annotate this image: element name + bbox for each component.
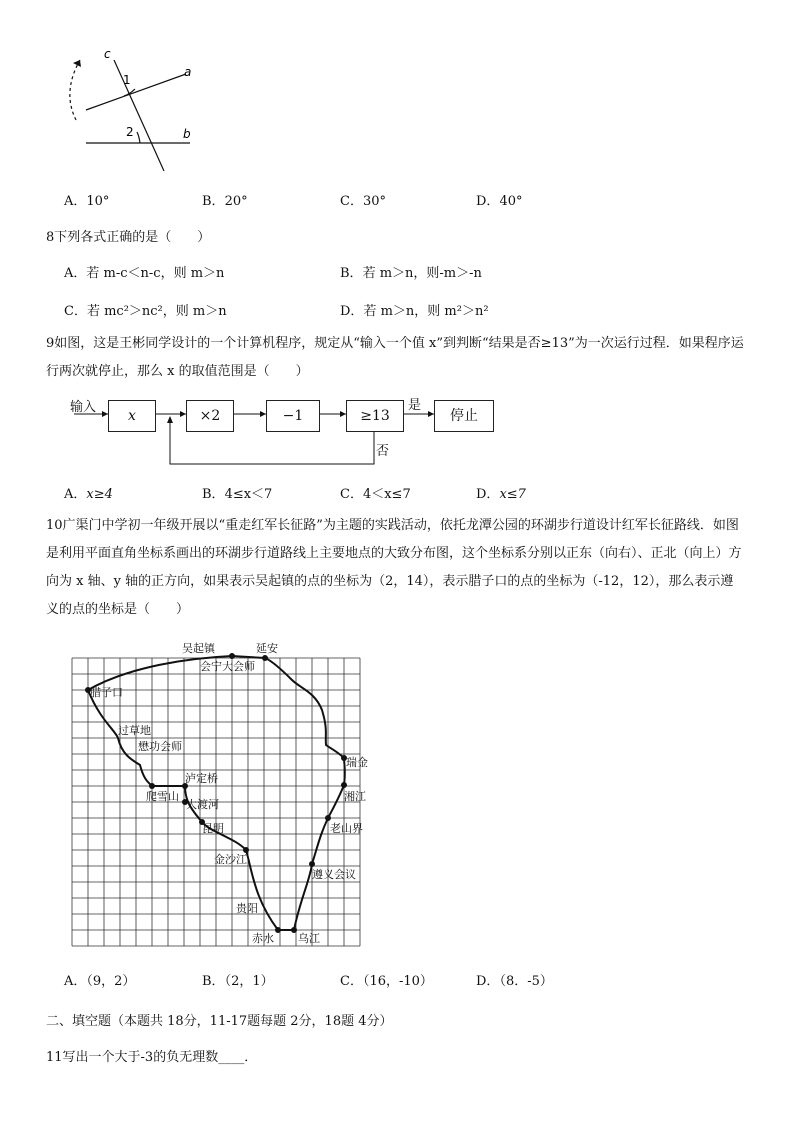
point-yanan <box>262 655 268 661</box>
flow-box-times2: ×2 <box>186 400 234 432</box>
point-zunyi <box>309 861 315 867</box>
q11-end: ． <box>244 1050 258 1065</box>
q7-option-a[interactable]: A．10° <box>64 194 110 209</box>
flow-input-label: 输入 <box>70 400 97 415</box>
q9-option-c[interactable]: C．4＜x≤7 <box>340 487 411 502</box>
label-lazikou: 腊子口 <box>90 686 123 699</box>
rotation-arc <box>70 60 80 120</box>
q8-stem: 8下列各式正确的是（ ） <box>46 230 211 245</box>
label-chishui: 赤水 <box>252 932 274 945</box>
label-daduhe: 大渡河 <box>186 798 219 811</box>
flow-box-x: x <box>108 400 156 432</box>
q11-line <box>46 1046 257 1065</box>
flow-box-stop: 停止 <box>434 400 494 432</box>
angle-2-arc <box>137 132 140 143</box>
label-xiangjiang: 湘江 <box>344 790 366 803</box>
line-c <box>114 60 164 171</box>
label-kunming: 昆明 <box>202 822 224 835</box>
label-wujiang: 乌江 <box>298 932 320 945</box>
q9-option-a[interactable]: A．x≥4 <box>64 487 113 502</box>
label-luding: 泸定桥 <box>185 772 218 785</box>
point-wuqi <box>229 653 235 659</box>
label-b: b <box>183 127 191 141</box>
point-wujiang <box>291 927 297 933</box>
q10-map <box>60 640 380 955</box>
q8-option-c[interactable]: C．若 mc²＞nc²，则 m＞n <box>64 304 227 319</box>
label-ruijin: 瑞金 <box>346 756 368 769</box>
flow-no-label: 否 <box>376 444 390 459</box>
label-guiyang: 贵阳 <box>236 902 258 915</box>
section2-title: 二、填空题（本题共 18分，11-17题每题 2分，18题 4分） <box>46 1014 393 1029</box>
label-maogong: 懋功会师 <box>138 740 182 753</box>
label-wuqi: 吴起镇 <box>182 642 215 655</box>
label-paxueshan: 爬雪山 <box>146 790 179 803</box>
q7-option-d[interactable]: D．40° <box>476 194 523 209</box>
flow-box-ge13: ≥13 <box>346 400 404 432</box>
q8-option-d[interactable]: D．若 m＞n，则 m²＞n² <box>340 304 489 319</box>
q10-option-a[interactable]: A．（9，2） <box>64 974 136 989</box>
q8-option-b[interactable]: B．若 m＞n，则-m＞-n <box>340 266 482 281</box>
point-xiangjiang <box>341 782 347 788</box>
flow-yes-label: 是 <box>408 398 422 413</box>
flow-arrow-icon <box>167 416 173 423</box>
flow-box-minus1: −1 <box>266 400 320 432</box>
q9-option-d[interactable]: D．x≤7 <box>476 487 526 502</box>
label-jinshajiang: 金沙江 <box>214 853 247 866</box>
label-caodi: 过草地 <box>118 724 151 737</box>
label-angle-2: 2 <box>126 125 134 139</box>
q10-option-d[interactable]: D．（8．-5） <box>476 974 553 989</box>
q10-stem: 10广渠门中学初一年级开展以“重走红军长征路”为主题的实践活动，依托龙潭公园的环湖步行道设计红军长征路线．如图是利用平面直角坐标系画出的环湖步行道路线上主要地点的大致分布图，这个坐标系分别以正东（向右）、正北（向上）方向为 x 轴、y 轴的正方向，如果表示吴起镇的点的坐标为（2，14），表示腊子口的点的坐标为（-12，12），那么表示遵义的点的坐标是（ ） <box>46 518 742 617</box>
q9-stem: 9如图，这是王彬同学设计的一个计算机程序，规定从“输入一个值 x”到判断“结果是否≥13”为一次运行过程．如果程序运行两次就停止，那么 x 的取值范围是（ ） <box>46 336 744 379</box>
q9-flowchart <box>60 392 520 472</box>
q7-option-c[interactable]: C．30° <box>340 194 386 209</box>
q10-option-b[interactable]: B．（2，1） <box>202 974 274 989</box>
q11-text: 11写出一个大于-3的负无理数 <box>46 1050 219 1065</box>
label-angle-1: 1 <box>123 73 131 87</box>
q8-option-a[interactable]: A．若 m-c＜n-c，则 m＞n <box>64 266 225 281</box>
label-yanan: 延安 <box>256 642 278 655</box>
line-a <box>86 74 186 110</box>
q10-option-c[interactable]: C．（16，-10） <box>340 974 433 989</box>
q11-blank[interactable]: ____ <box>218 1050 245 1065</box>
point-chishui <box>275 927 281 933</box>
q9-option-b[interactable]: B．4≤x＜7 <box>202 487 273 502</box>
label-zunyi: 遵义会议 <box>312 868 356 881</box>
label-a: a <box>184 65 192 79</box>
label-c: c <box>104 47 111 61</box>
map-route <box>88 656 345 930</box>
q7-figure <box>60 40 220 180</box>
point-laoshanjie <box>325 815 331 821</box>
point-paxueshan <box>149 783 155 789</box>
label-huining: 会宁大会师 <box>200 660 255 673</box>
q7-option-b[interactable]: B．20° <box>202 194 248 209</box>
label-laoshanjie: 老山界 <box>330 822 363 835</box>
